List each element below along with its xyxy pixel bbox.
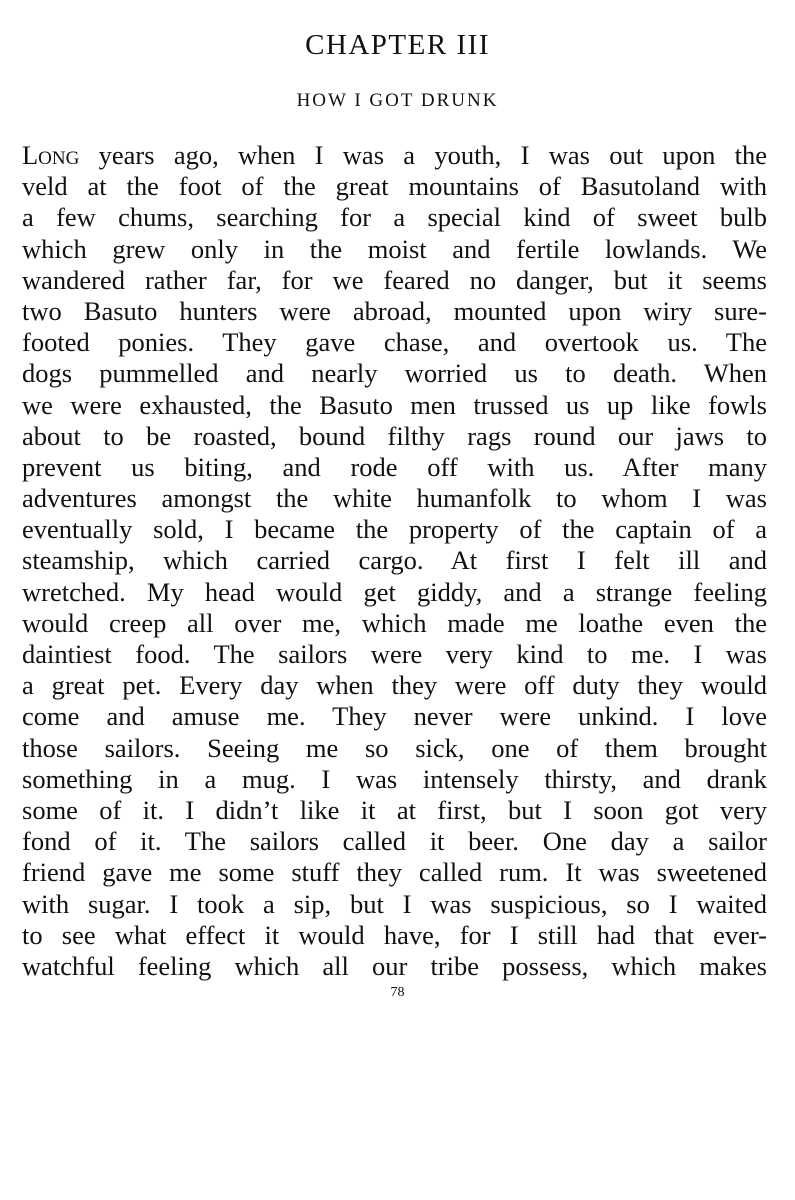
text-line: some of it. I didn’t like it at first, but I soon got very <box>22 794 767 825</box>
text-line: two Basuto hunters were abroad, mounted upon wiry sure- <box>22 295 767 326</box>
text-line: steamship, which carried cargo. At first I felt ill and <box>22 545 767 576</box>
text-line: wandered rather far, for we feared no danger, but it seems <box>22 264 767 295</box>
text-line: with sugar. I took a sip, but I was suspicious, so I waited <box>22 888 767 919</box>
text-line: which grew only in the moist and fertile lowlands. We <box>22 233 767 264</box>
text-line: to see what effect it would have, for I still had that ever- <box>22 919 767 950</box>
text-line: veld at the foot of the great mountains of Basutoland with <box>22 171 767 202</box>
body-paragraph <box>22 140 767 982</box>
text-line: dogs pummelled and nearly worried us to death. When <box>22 358 767 389</box>
text-line: wretched. My head would get giddy, and a strange feeling <box>22 576 767 607</box>
text-line: eventually sold, I became the property of the captain of a <box>22 514 767 545</box>
text-line <box>22 140 767 171</box>
text-line: daintiest food. The sailors were very kind to me. I was <box>22 639 767 669</box>
opening-word: Long <box>22 140 80 170</box>
chapter-title: CHAPTER III <box>305 29 490 61</box>
text-line: come and amuse me. They never were unkind. I love <box>22 701 767 732</box>
text-line: something in a mug. I was intensely thirsty, and drank <box>22 763 767 794</box>
chapter-subtitle: HOW I GOT DRUNK <box>296 90 499 111</box>
text-line-rest: years ago, when I was a youth, I was out upon the <box>79 140 767 170</box>
text-line: watchful feeling which all our tribe possess, which makes <box>22 950 767 981</box>
text-line: adventures amongst the white humanfolk to whom I was <box>22 483 767 514</box>
text-line: fond of it. The sailors called it beer. One day a sailor <box>22 826 767 857</box>
text-line: we were exhausted, the Basuto men trussed us up like fowls <box>22 389 767 420</box>
text-line: a few chums, searching for a special kind of sweet bulb <box>22 202 767 233</box>
text-line: would creep all over me, which made me loathe even the <box>22 607 767 638</box>
text-line: prevent us biting, and rode off with us. After many <box>22 451 767 482</box>
text-line: about to be roasted, bound filthy rags round our jaws to <box>22 420 767 451</box>
text-line: friend gave me some stuff they called rum. It was sweetened <box>22 857 767 888</box>
text-line: a great pet. Every day when they were off duty they would <box>22 670 767 701</box>
text-line: footed ponies. They gave chase, and overtook us. The <box>22 327 767 358</box>
page-number: 78 <box>390 985 405 1000</box>
text-line: those sailors. Seeing me so sick, one of them brought <box>22 732 767 763</box>
